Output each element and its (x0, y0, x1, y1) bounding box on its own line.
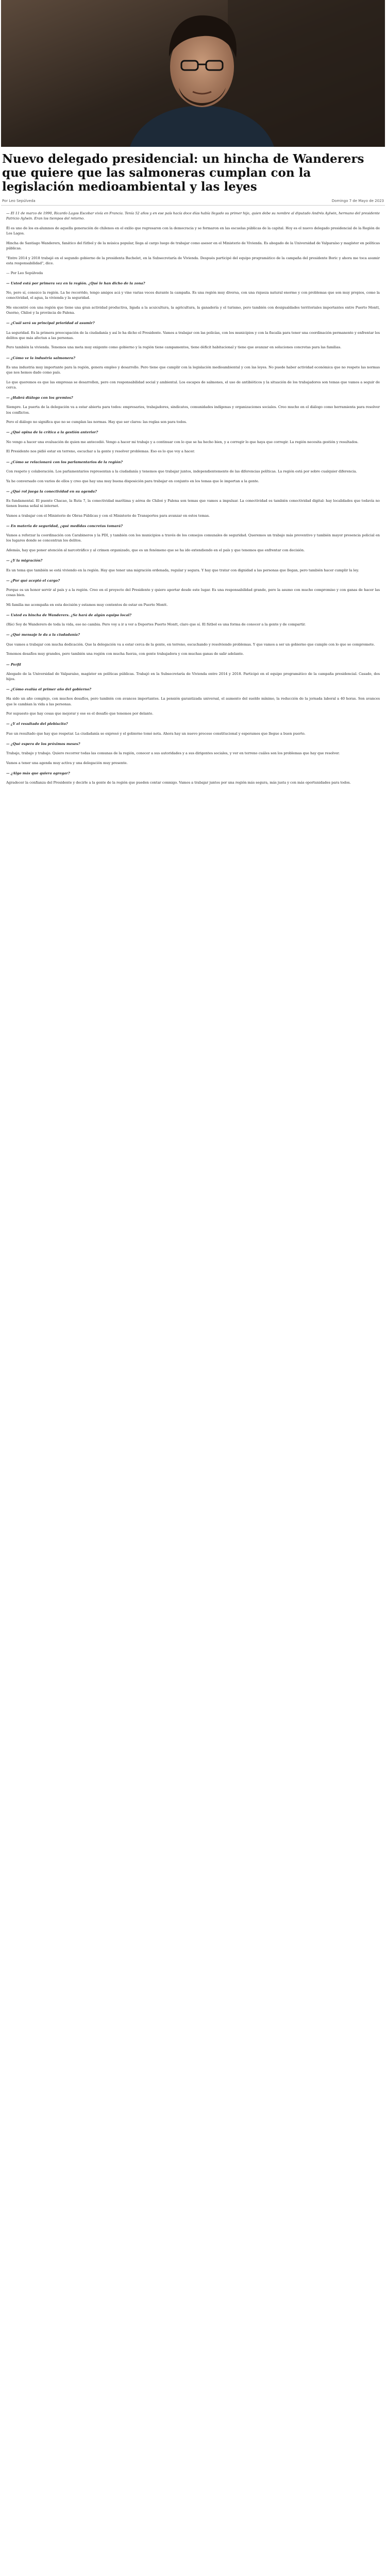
article-paragraph: Ha sido un año complejo, con muchos desafíos, pero también con avances importantes. La pensión garantizada universal, el aumento del sueldo mínimo, la reducción de la jornada laboral a 40 horas. Son avances que le cambian la vida a las personas. (6, 697, 380, 706)
article-question: — ¿Habrá diálogo con los gremios? (6, 396, 73, 400)
article-paragraph: Es un tema que también se está viviendo en la región. Hay que tener una migración ordenada, regular y segura. Y hay que tratar con dignidad a las personas que llegan, pero también hacer cumplir la ley. (6, 568, 359, 572)
article-date: Domingo 7 de Mayo de 2023 (331, 199, 384, 203)
article-headline: Nuevo delegado presidencial: un hincha de Wanderers que quiere que las salmoneras cumplan con la legislación medioambiental y las leyes (2, 152, 364, 194)
article-paragraph: — Por Leo Sepúlveda (6, 270, 43, 275)
article-question: — Usted está por primera vez en la región. ¿Qué le han dicho de la zona? (6, 281, 145, 285)
article-paragraph: Mi familia me acompaña en esta decisión y estamos muy contentos de estar en Puerto Montt. (6, 602, 168, 607)
article-question: — ¿Por qué aceptó el cargo? (6, 578, 60, 583)
page-bottom-spacer (1, 790, 385, 2576)
article-paragraph: Es una industria muy importante para la región, genera empleo y desarrollo. Pero tiene que cumplir con la legislación medioambiental y con las leyes. No puede haber actividad económica que no respete las normas que nos hemos dado como país. (6, 365, 380, 375)
article-paragraph: Trabajo, trabajo y trabajo. Quiero recorrer todas las comunas de la región, conocer a sus autoridades y a sus dirigentes sociales, y ver en terreno cuáles son los problemas que hay que resolver. (6, 751, 340, 756)
article-question: — ¿Qué mensaje le da a la ciudadanía? (6, 633, 80, 637)
article-paragraph: Vamos a tener una agenda muy activa y una delegación muy presente. (6, 760, 128, 765)
article-body (1, 211, 385, 785)
article-question: — Usted es hincha de Wanderers. ¿Se hará de algún equipo local? (6, 613, 131, 618)
article-question: — ¿Cómo evalúa el primer año del gobierno? (6, 687, 91, 692)
article-paragraph: Fue un resultado que hay que respetar. La ciudadanía se expresó y el gobierno tomó nota. Ahora hay un nuevo proceso constitucional y esperamos que llegue a buen puerto. (6, 731, 306, 736)
article-paragraph: "Entre 2014 y 2018 trabajé en el segundo gobierno de la presidenta Bachelet, en la Subsecretaría de Vivienda. Después participé del equipo programático de la campaña del presidente Boric y ahora me toca asumir esta responsabilidad", dice. (6, 256, 380, 265)
article-paragraph: Él es uno de los ex-alumnos de aquella generación de chilenos en el exilio que regresaron con la democracia y se formaron en las escuelas públicas de la capital. Hoy es el nuevo delegado presidencial de la Región de Los Lagos. (6, 226, 380, 236)
article-paragraph: Abogado de la Universidad de Valparaíso, magíster en políticas públicas. Trabajó en la Subsecretaría de Vivienda entre 2014 y 2018. Participó en el equipo programático de la campaña presidencial. Casado, dos hijos. (6, 671, 380, 681)
article-paragraph: Hincha de Santiago Wanderers, fanático del fútbol y de la música popular, llega al cargo luego de trabajar como asesor en el Ministerio de Vivienda. Es abogado de la Universidad de Valparaíso y magíster en políticas públicas. (6, 241, 380, 251)
article-paragraph: Por supuesto que hay cosas que mejorar y ese es el desafío que tenemos por delante. (6, 711, 154, 716)
article-paragraph: Siempre. La puerta de la delegación va a estar abierta para todos: empresarios, trabajadores, sindicatos, comunidades indígenas y organizaciones sociales. Creo mucho en el diálogo como herramienta para resolver los conflictos. (6, 405, 380, 415)
article-author[interactable]: Por Leo Sepúlveda (2, 199, 36, 203)
article-paragraph: — El 11 de marzo de 1990, Ricardo Lagos Escobar vivía en Francia. Tenía 52 años y en ese país hacía doce días había llegado su primer hijo, quien debe su nombre al diputado Andrés Aylwin, hermano del presidente Patricio Aylwin. Eran los tiempos del retorno. (6, 211, 380, 221)
article-question: — Perfil (6, 662, 21, 667)
article-paragraph: (Ríe) Soy de Wanderers de toda la vida, eso no cambia. Pero voy a ir a ver a Deportes Puerto Montt, claro que sí. El fútbol es una forma de conocer a la gente y de compartir. (6, 622, 306, 627)
portrait-photo (1, 0, 385, 147)
article-paragraph: Pero el diálogo no significa que no se cumplan las normas. Hay que ser claros: las reglas son para todos. (6, 420, 187, 425)
article-question: — ¿Y el resultado del plebiscito? (6, 722, 68, 726)
article-paragraph: Que vamos a trabajar con mucha dedicación. Que la delegación va a estar cerca de la gente, en terreno, escuchando y resolviendo problemas. Y que vamos a ser un gobierno que cumple con lo que se compromete. (6, 642, 375, 647)
article-question: — ¿Y la migración? (6, 558, 43, 563)
article-paragraph: Porque es un honor servir al país y a la región. Creo en el proyecto del Presidente y quiero aportar desde este lugar. Es una responsabilidad grande, pero la asumo con mucho compromiso y con ganas de hacer las cosas bien. (6, 587, 380, 598)
article-question: — ¿Qué rol juega la conectividad en su agenda? (6, 489, 97, 494)
article-paragraph: Lo que queremos es que las empresas se desarrollen, pero con responsabilidad social y ambiental. Los escapes de salmones, el uso de antibióticos y la situación de los trabajadores son temas que vamos a seguir de cerca. (6, 380, 380, 389)
article-paragraph: Vamos a reforzar la coordinación con Carabineros y la PDI, y también con los municipios a través de los consejos comunales de seguridad. Queremos un trabajo más preventivo y también mayor presencia policial en los lugares donde se concentran los delitos. (6, 533, 380, 543)
hero-image (1, 0, 385, 147)
article-question: — ¿Cómo ve la industria salmonera? (6, 355, 75, 360)
article-question: — ¿Cuál será su principal prioridad al asumir? (6, 321, 95, 326)
article-paragraph: Me encontré con una región que tiene una gran actividad productiva, ligada a la acuicultura, la agricultura, la ganadería y el turismo, pero también con desigualdades territoriales importantes entre Puerto Montt, Osorno, Chiloé y la provincia de Palena. (6, 305, 380, 315)
article-paragraph: Con respeto y colaboración. Los parlamentarios representan a la ciudadanía y tenemos que trabajar juntos, independientemente de las diferencias políticas. La región está por sobre cualquier diferencia. (6, 469, 357, 473)
article-paragraph: Tenemos desafíos muy grandes, pero también una región con mucha fuerza, con gente trabajadora y con muchas ganas de salir adelante. (6, 652, 244, 656)
article-meta (1, 198, 385, 206)
article-paragraph: Vamos a trabajar con el Ministerio de Obras Públicas y con el Ministerio de Transportes para avanzar en estos temas. (6, 513, 210, 518)
article-paragraph: Es fundamental. El puente Chacao, la Ruta 7, la conectividad marítima y aérea de Chiloé y Palena son temas que vamos a impulsar. La conectividad es también conectividad digital: hay localidades que todavía no tienen buena señal ni internet. (6, 498, 380, 509)
article-question: — ¿Qué espera de los próximos meses? (6, 741, 80, 746)
article-paragraph: Además, hay que poner atención al narcotráfico y al crimen organizado, que es un fenómeno que se ha ido extendiendo en el país y que tenemos que enfrentar con decisión. (6, 548, 305, 553)
article-paragraph: No, pero sí, conozco la región. La he recorrido, tengo amigos acá y vine varias veces durante la campaña. Es una región muy diversa, con una riqueza natural enorme y con problemas que son muy propios, como la conectividad, el agua, la vivienda y la seguridad. (6, 291, 380, 300)
article-question: — En materia de seguridad, ¿qué medidas concretas tomará? (6, 524, 123, 529)
article-question: — ¿Cómo se relacionará con los parlamentarios de la región? (6, 460, 123, 464)
article-question: — ¿Qué opina de la crítica a la gestión anterior? (6, 430, 98, 435)
article-question: — ¿Algo más que quiera agregar? (6, 771, 70, 775)
article-paragraph: Ya he conversado con varios de ellos y creo que hay una muy buena disposición para trabajar en conjunto en los temas que le importan a la gente. (6, 479, 259, 483)
article-paragraph: No vengo a hacer una evaluación de quien me antecedió. Vengo a hacer mi trabajo y a continuar con lo que se ha hecho bien, y a corregir lo que haya que corregir. La región necesita gestión y resultados. (6, 439, 359, 444)
article-paragraph: La seguridad. Es la primera preocupación de la ciudadanía y así lo ha dicho el Presidente. Vamos a trabajar con las policías, con los municipios y con la fiscalía para tener una coordinación permanente y enfrentar los delitos que más afectan a las personas. (6, 330, 380, 340)
article-paragraph: Pero también la vivienda. Tenemos una meta muy exigente como gobierno y la región tiene campamentos, tiene déficit habitacional y tiene que avanzar en soluciones concretas para las familias. (6, 345, 342, 350)
article-paragraph: Agradecer la confianza del Presidente y decirle a la gente de la región que pueden contar conmigo. Vamos a trabajar juntos por una región más segura, más justa y con más oportunidades para todos. (6, 781, 351, 785)
article-paragraph: El Presidente nos pidió estar en terreno, escuchar a la gente y resolver problemas. Eso es lo que voy a hacer. (6, 449, 195, 454)
